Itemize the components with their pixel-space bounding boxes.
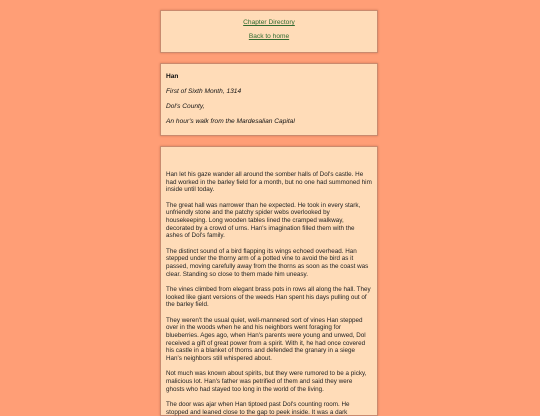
story-panel xyxy=(160,146,378,416)
back-to-home-link[interactable]: Back to home xyxy=(248,33,290,40)
story-paragraph: Not much was known about spirits, but they were rumored to be a picky, malicious lot. Han's father was petrified of them and said they were ghosts who had stayed too long in the world of the living. xyxy=(166,370,367,393)
story-paragraph: The distinct sound of a bird flapping its wings echoed overhead. Han stepped under the thorny arm of a potted vine to avoid the bird as it passed, moving carefully away from the thorns as soon as the coast was clear. Standing so close to them made him uneasy. xyxy=(166,247,369,278)
navigation-panel xyxy=(160,10,378,53)
story-paragraph: Han let his gaze wander all around the somber halls of Dol's castle. He had worked in the barley field for a month, but no one had summoned him inside until today. xyxy=(166,171,372,194)
story-paragraph: They weren't the usual quiet, well-mannered sort of vines Han stepped over in the woods when he and his neighbors went foraging for blueberries. Ages ago, when Han's parents were young and unwed, Dol received a gift of great power from a spirit. With it, he had once covered his castle in a blanket of thorns and defended the granary in a siege Han's neighbors still whispered about. xyxy=(166,316,366,363)
chapter-location: Dol's County, xyxy=(166,103,205,110)
story-paragraph: The door was ajar when Han tiptoed past Dol's counting room. He stopped and leaned close to the gap to peek inside. It was a dark xyxy=(166,400,350,416)
chapter-place: An hour's walk from the Mardesalian Capital xyxy=(166,118,295,125)
story-paragraph: The great hall was narrower than he expected. He took in every stark, unfriendly stone and the patchy spider webs overlooked by housekeeping. Long wooden tables lined the cramped walkway, decorated by a crowd of urns. Han's imagination filled them with the ashes of Dol's family. xyxy=(166,201,361,240)
chapter-directory-link[interactable]: Chapter Directory xyxy=(243,19,295,26)
chapter-header-panel xyxy=(160,63,378,136)
story-paragraph: The vines climbed from elegant brass pots in rows all along the hall. They looked like giant versions of the weeds Han spent his days pulling out of the barley field. xyxy=(166,285,371,309)
chapter-title: Han xyxy=(166,73,179,80)
chapter-date: First of Sixth Month, 1314 xyxy=(166,88,242,95)
